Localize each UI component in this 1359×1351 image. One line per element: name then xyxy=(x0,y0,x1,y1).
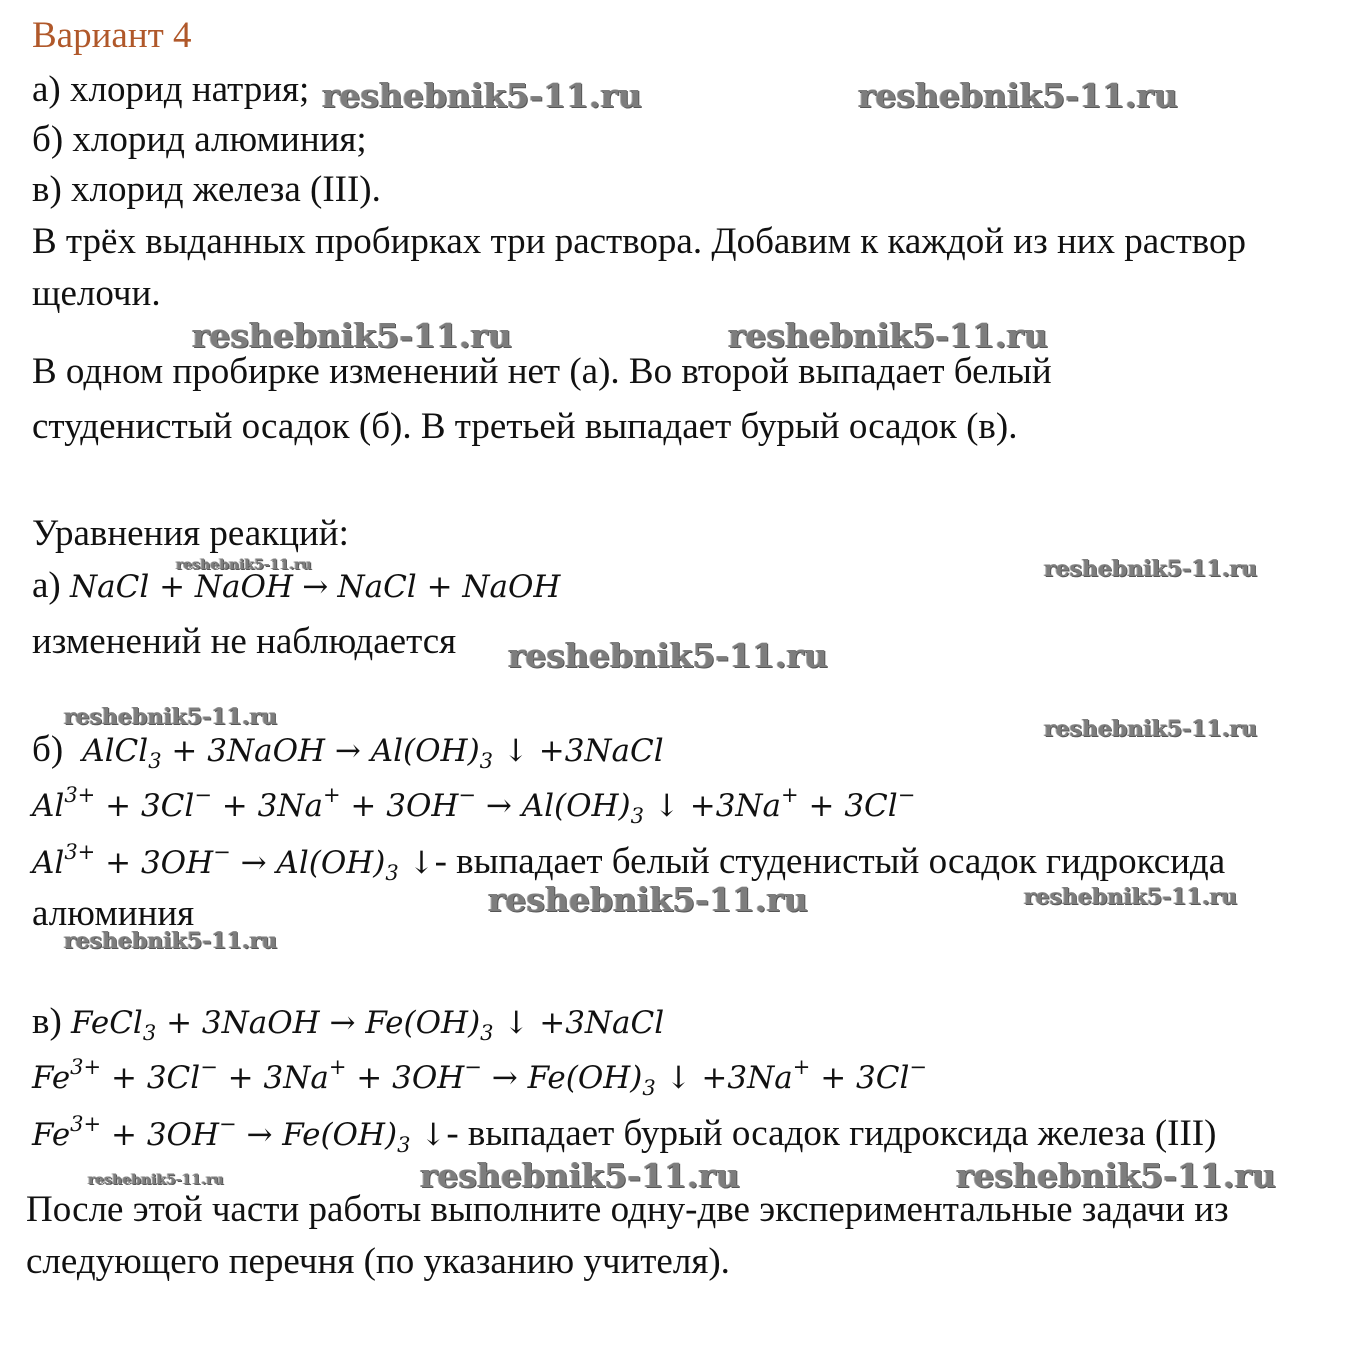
reaction-b-molecular: б) AlCl$_3$ + 3NaOH → $Al(OH)_3$ ↓ +3NaCl xyxy=(32,729,664,773)
reaction-c-short-ionic: $Fe^{3+} + 3OH^- \to Fe(OH)_3$ ↓- выпадает бурый осадок гидроксида железа (III) xyxy=(32,1112,1217,1157)
watermark: reshebnik5-11.ru xyxy=(858,76,1178,115)
watermark: reshebnik5-11.ru xyxy=(956,1156,1276,1195)
watermark: reshebnik5-11.ru xyxy=(64,704,278,730)
reaction-b-note-cont: алюминия xyxy=(32,893,195,934)
watermark: reshebnik5-11.ru xyxy=(728,316,1048,355)
reaction-a-note: изменений не наблюдается xyxy=(32,621,457,662)
watermark: reshebnik5-11.ru xyxy=(176,557,312,573)
page-title: Вариант 4 xyxy=(32,15,192,56)
watermark: reshebnik5-11.ru xyxy=(192,316,512,355)
watermark: reshebnik5-11.ru xyxy=(420,1156,740,1195)
reaction-b-note: - выпадает белый студенистый осадок гидроксида xyxy=(434,841,1226,882)
reaction-c-note: - выпадает бурый осадок гидроксида железа (III) xyxy=(446,1113,1217,1154)
reaction-b-full-ionic: $Al^{3+} + 3Cl^- + 3Na^+ + 3OH^- \to Al(OH)_3$ ↓ +3Na+ + 3Cl− xyxy=(32,783,916,828)
watermark: reshebnik5-11.ru xyxy=(1044,716,1258,742)
reaction-c-full-ionic: $Fe^{3+} + 3Cl^- + 3Na^+ + 3OH^- \to Fe(OH)_3$ ↓ +3Na+ + 3Cl− xyxy=(32,1055,928,1100)
list-item-a: а) хлорид натрия; xyxy=(32,69,310,110)
list-item-b: б) хлорид алюминия; xyxy=(32,119,367,160)
reaction-b-short-ionic: $Al^{3+} + 3OH^- \to Al(OH)_3$ ↓- выпадает белый студенистый осадок гидроксида xyxy=(32,840,1226,885)
reaction-a-lhs: NaCl + NaOH xyxy=(70,569,293,605)
paragraph-1-line-2: щелочи. xyxy=(32,273,161,314)
list-item-c: в) хлорид железа (III). xyxy=(32,169,381,210)
closing-line-1: После этой части работы выполните одну-две экспериментальные задачи из xyxy=(26,1189,1229,1230)
watermark: reshebnik5-11.ru xyxy=(1044,556,1258,582)
reaction-a-rhs: NaCl + NaOH xyxy=(337,569,561,605)
equations-heading: Уравнения реакций: xyxy=(32,513,349,554)
watermark: reshebnik5-11.ru xyxy=(508,636,828,675)
reaction-a-label: а) xyxy=(32,565,61,606)
closing-line-2: следующего перечня (по указанию учителя). xyxy=(26,1241,730,1282)
reaction-c-label: в) xyxy=(32,1001,62,1042)
watermark: reshebnik5-11.ru xyxy=(88,1172,224,1188)
reaction-c-molecular: в) FeCl$_3$ + 3NaOH → $Fe(OH)_3$ ↓ +3NaCl xyxy=(32,1001,665,1045)
paragraph-2-line-2: студенистый осадок (б). В третьей выпадает бурый осадок (в). xyxy=(32,406,1018,447)
watermark: reshebnik5-11.ru xyxy=(322,76,642,115)
watermark: reshebnik5-11.ru xyxy=(64,928,278,954)
watermark: reshebnik5-11.ru xyxy=(1024,884,1238,910)
reaction-a-arrow: → xyxy=(302,569,329,605)
paragraph-1-line-1: В трёх выданных пробирках три раствора. Добавим к каждой из них раствор xyxy=(32,221,1247,262)
watermark: reshebnik5-11.ru xyxy=(488,880,808,919)
paragraph-2-line-1: В одном пробирке изменений нет (а). Во второй выпадает белый xyxy=(32,351,1052,392)
reaction-b-label: б) xyxy=(32,729,64,770)
